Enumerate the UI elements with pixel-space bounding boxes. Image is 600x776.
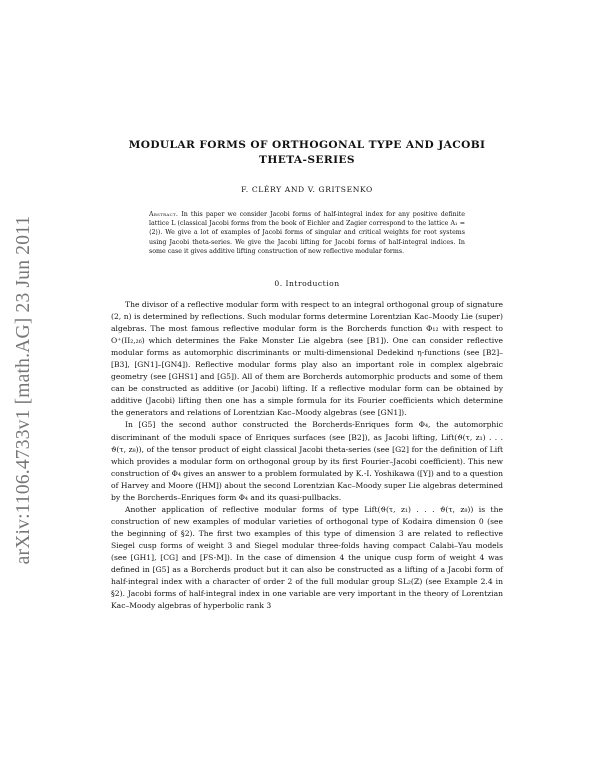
body-paragraph: In [G5] the second author constructed the Borcherds-Enriques form Φ₄, the automorphic discriminant of the moduli space of Enriques surfaces (see [B2]), as Jacobi lifting, Lift(ϑ(τ, z₁) . . . ϑ(τ, z₈)), of the tensor product of eight classical Jacobi theta-series (see [G2] for the definition of Lift which provides a modular form on orthogonal group by its first Fourier–Jacobi coefficient). This new construction of Φ₄ gives an answer to a problem formulated by K.-I. Yoshikawa ([Y]) and to a question of Harvey and Moore ([HM]) about the second Lorentzian Kac–Moody super Lie algebras determined by the Borcherds–Enriques form Φ₄ and its quasi-pullbacks. (111, 420, 503, 502)
paper-title-line-1: MODULAR FORMS OF ORTHOGONAL TYPE AND JACOBI (128, 139, 486, 151)
paper-page (111, 138, 503, 612)
section-heading: 0. Introduction (274, 279, 340, 289)
abstract-text: In this paper we consider Jacobi forms of half-integral index for any positive definite lattice L (classical Jacobi forms from the book of Eichler and Zagier correspond to the lattice A₁ = ⟨2⟩). We give a lot of examples of Jacobi forms of singular and critical weights for root systems using Jacobi theta-series. We give the Jacobi lifting for Jacobi forms of half-integral indices. In some case it gives additive lifting construction of new reflective modular forms. (149, 211, 465, 255)
arxiv-sidebar (6, 180, 42, 600)
abstract (149, 210, 465, 256)
paper-title-line-2: THETA-SERIES (259, 154, 355, 166)
arxiv-identifier: arXiv:1106.4733v1 [math.AG] 23 Jun 2011 (13, 215, 34, 565)
paper-authors: F. CLÉRY AND V. GRITSENKO (241, 185, 373, 194)
abstract-label: Abstract. (149, 211, 179, 218)
body-paragraph: The divisor of a reflective modular form with respect to an integral orthogonal group of signature (2, n) is determined by reflections. Such modular forms determine Lorentzian Kac–Moody Lie (super) algebras. The most famous reflective modular form is the Borcherds function Φ₁₂ with respect to O⁺(II₂,₂₆) which determines the Fake Monster Lie algebra (see [B1]). One can consider reflective modular forms as automorphic discriminants or multi-dimensional Dedekind η-functions (see [B2]–[B3], [GN1]–[GN4]). Reflective modular forms play also an important role in complex algebraic geometry (see [GHS1] and [G5]). All of them are Borcherds automorphic products and some of them can be constructed as additive (or Jacobi) lifting. If a reflective modular form can be obtained by additive (Jacobi) lifting then one has a simple formula for its Fourier coefficients which determine the generators and relations of Lorentzian Kac–Moody algebras (see [GN1]). (111, 300, 503, 418)
body-paragraph: Another application of reflective modular forms of type Lift(ϑ(τ, z₁) . . . ϑ(τ, z₈)) is the construction of new examples of modular varieties of orthogonal type of Kodaira dimension 0 (see the beginning of §2). The first two examples of this type of dimension 3 are related to reflective Siegel cusp forms of weight 3 and Siegel modular three-folds having compact Calabi–Yau models (see [GH1], [CG] and [FS-M]). In the case of dimension 4 the unique cusp form of weight 4 was defined in [G5] as a Borcherds product but it can also be constructed as a lifting of a Jacobi form of half-integral index with a character of order 2 of the full modular group SL₂(ℤ) (see Example 2.4 in §2). Jacobi forms of half-integral index in one variable are very important in the theory of Lorentzian Kac–Moody algebras of hyperbolic rank 3 (111, 504, 503, 611)
